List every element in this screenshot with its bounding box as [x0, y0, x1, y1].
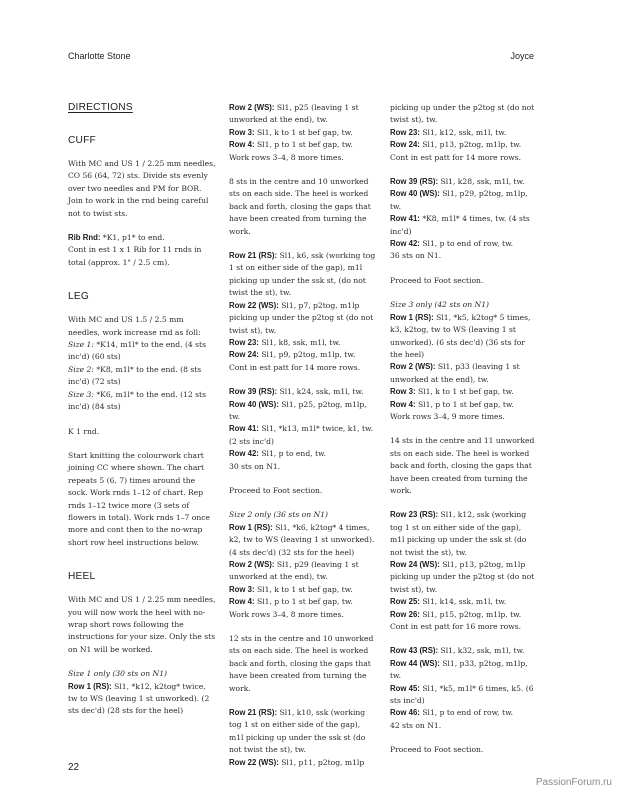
stitch-count: 30 sts on N1.	[229, 461, 281, 471]
row-text: Sl1, *k5, m1l* 6 times, k5. (6 sts inc'd)	[390, 683, 534, 706]
row-text: Sl1, *k13, m1l* twice, k1, tw. (2 sts inc'd)	[229, 424, 374, 446]
row-label: Row 44 (WS):	[390, 658, 440, 668]
size-1-text: *K14, m1l* to the end. (4 sts inc'd) (60 sts)	[68, 340, 207, 362]
continue-pattern: Cont in est patt for 16 more rows.	[390, 622, 522, 632]
size-2-row-4	[229, 596, 377, 608]
row-41	[229, 423, 377, 448]
repeat-rows: Work rows 3–4, 8 more times.	[229, 152, 344, 162]
row-42	[390, 238, 538, 250]
row-2	[229, 102, 377, 127]
row-label: Row 40 (WS):	[229, 399, 279, 409]
continue-pattern: Cont in est patt for 14 more rows.	[390, 152, 522, 162]
row-text: *K8, m1l* 4 times, tw. (4 sts inc'd)	[390, 214, 530, 236]
row-label: Row 24:	[229, 350, 259, 360]
repeat-rows: Work rows 3–4, 8 more times.	[229, 609, 344, 619]
size-3-row-26	[390, 609, 538, 621]
row-label: Row 39 (RS):	[390, 177, 439, 187]
size-2-label: Size 2:	[68, 364, 94, 374]
size-3-row-2	[390, 361, 538, 386]
continue-pattern: Cont in est patt for 14 more rows.	[229, 362, 361, 372]
row-label: Row 3:	[229, 584, 255, 594]
heel-centre-paragraph: 12 sts in the centre and 10 unworked sts on each side. The heel is worked back and forth, closing the gaps that have been created from turning the work.	[229, 634, 374, 693]
size-1-label: Size 1:	[68, 340, 94, 350]
row-text: Sl1, k to 1 st bef gap, tw.	[256, 127, 353, 137]
row-label: Row 42:	[390, 239, 420, 249]
row-text: Sl1, p15, p2tog, m1lp, tw.	[422, 609, 522, 619]
row-text: Sl1, k12, ssk (working tog 1 st on either side of the gap), m1l picking up under the ssk st (do not twist the st), tw.	[390, 510, 527, 557]
row-label: Row 41:	[229, 424, 259, 434]
row-label: Row 4:	[390, 399, 416, 409]
row-21	[229, 250, 377, 300]
proceed-to-foot: Proceed to Foot section.	[390, 275, 484, 285]
column-3	[390, 102, 538, 757]
row-text: Sl1, p to 1 st bef gap, tw.	[256, 140, 353, 150]
chart-text: Start knitting the colourwork chart joining CC where shown. The chart repeats 5 (6, 7) times around the sock. Work rnds 1–12 of chart. Rep rnds 1–12 twice more (3 sets of flowers in total). Work rnds 1–7 once more and cont then to the no-wrap short row heel instructions below.	[68, 450, 211, 547]
row-label: Row 42:	[229, 449, 259, 459]
size-3-only-heading: Size 3 only (42 sts on N1)	[390, 300, 489, 310]
leg-size-2	[68, 364, 216, 389]
row-text: Sl1, *k6, k2tog* 4 times, k2, tw to WS (leaving 1 st unworked). (4 sts dec'd) (32 sts for the heel)	[229, 522, 375, 557]
row-23	[229, 337, 377, 349]
row-42	[229, 448, 377, 460]
row-22	[229, 300, 377, 337]
row-text: Sl1, k24, ssk, m1l, tw.	[279, 387, 364, 397]
directions-heading: DIRECTIONS	[68, 102, 133, 113]
leg-size-3	[68, 389, 216, 414]
row-text: Sl1, *k12, k2tog* twice, tw to WS (leaving 1 st unworked). (2 sts dec'd) (28 sts for the heel)	[68, 681, 210, 716]
row-label: Row 21 (RS):	[229, 708, 278, 718]
row-label: Row 24 (WS):	[390, 560, 440, 569]
heel-text: With MC and US 1 / 2.25 mm needles, you will now work the heel with no-wrap short rows following the instructions for your size. Only the sts on N1 will be worked.	[68, 595, 216, 654]
row-40	[229, 399, 377, 424]
heel-centre-paragraph: 14 sts in the centre and 11 unworked sts on each side. The heel is worked back and forth, closing the gaps that have been created from turning the work.	[390, 436, 535, 495]
row-text: Sl1, p to end of row, tw.	[422, 708, 514, 718]
size-3-row-25	[390, 596, 538, 608]
row-label: Row 24:	[390, 140, 420, 150]
row-label: Row 39 (RS):	[229, 387, 278, 397]
rib-continue: Cont in est 1 x 1 Rib for 11 rnds in total (approx. 1" / 2.5 cm).	[68, 245, 202, 267]
row-text: Sl1, p to 1 st bef gap, tw.	[256, 597, 353, 607]
size-3-row-45	[390, 683, 538, 708]
row-label: Row 1 (RS):	[68, 681, 112, 691]
row-text: Sl1, p to end, tw.	[261, 449, 327, 459]
page-number: 22	[68, 762, 80, 773]
leg-intro: With MC and US 1.5 / 2.5 mm needles, work increase rnd as foll:	[68, 315, 201, 337]
row-39	[229, 386, 377, 398]
row-text: Sl1, p9, p2tog, m1lp, tw.	[261, 350, 356, 360]
row-41	[390, 213, 538, 238]
size-3-row-46	[390, 707, 538, 719]
k1-round: K 1 rnd.	[68, 426, 100, 436]
row-text: Sl1, p13, p2tog, m1lp, tw.	[422, 140, 522, 150]
row-text: Sl1, k12, ssk, m1l, tw.	[422, 127, 507, 137]
row-label: Row 46:	[390, 708, 420, 718]
row-label: Row 2 (WS):	[229, 560, 275, 569]
row-label: Row 41:	[390, 214, 420, 224]
row-label: Row 40 (WS):	[390, 189, 440, 199]
row-label: Row 26:	[390, 609, 420, 619]
size-3-row-23	[390, 509, 538, 559]
row-label: Row 22 (WS):	[229, 300, 279, 310]
designer-name: Charlotte Stone	[68, 51, 131, 61]
size-2-row-1	[229, 522, 377, 559]
size-2-row-22	[229, 757, 377, 769]
stitch-count: 42 sts on N1.	[390, 720, 442, 730]
size-1-only-heading: Size 1 only (30 sts on N1)	[68, 669, 167, 679]
row-4	[229, 139, 377, 151]
cuff-text: With MC and US 1 / 2.25 mm needles, CO 56 (64, 72) sts. Divide sts evenly over two needles and PM for BOR. Join to work in the rnd being careful not to twist sts.	[68, 159, 216, 218]
size-3-label: Size 3:	[68, 389, 94, 399]
row-text: Sl1, p29 (leaving 1 st unworked at the end), tw.	[229, 560, 359, 582]
size-2-only-heading: Size 2 only (36 sts on N1)	[229, 510, 328, 520]
row-text: Sl1, k14, ssk, m1l, tw.	[422, 597, 507, 607]
row-text: Sl1, p29, p2tog, m1lp, tw.	[390, 189, 528, 211]
row-label: Row 23:	[229, 337, 259, 347]
size-2-row-21	[229, 707, 377, 757]
row-label: Row 3:	[229, 127, 255, 137]
size-3-row-3	[390, 386, 538, 398]
rib-label: Rib Rnd:	[68, 233, 101, 243]
rib-round	[68, 232, 216, 244]
row-label: Row 23:	[390, 127, 420, 137]
row-label: Row 3:	[390, 387, 416, 397]
row-text: Sl1, p11, p2tog, m1lp	[281, 757, 365, 767]
size-3-row-44	[390, 658, 538, 683]
size-3-text: *K6, m1l* to the end. (12 sts inc'd) (84 sts)	[68, 389, 207, 412]
row-label: Row 4:	[229, 597, 255, 607]
row-text: Sl1, k10, ssk (working tog 1 st on either side of the gap), m1l picking up under the ssk st (do not twist the st), tw.	[229, 708, 366, 755]
row-label: Row 23 (RS):	[390, 510, 439, 520]
size-3-row-24	[390, 559, 538, 596]
row-text: Sl1, k8, ssk, m1l, tw.	[261, 337, 341, 347]
watermark: PassionForum.ru	[535, 777, 612, 788]
row-text: Sl1, p to end of row, tw.	[422, 239, 514, 249]
row-text: Sl1, p13, p2tog, m1lp picking up under the p2tog st (do not twist st), tw.	[390, 560, 535, 594]
row-3	[229, 127, 377, 139]
row-label: Row 21 (RS):	[229, 251, 278, 261]
row-23	[390, 127, 538, 139]
row-label: Row 2 (WS):	[390, 362, 436, 372]
row-label: Row 45:	[390, 683, 420, 693]
row-39	[390, 176, 538, 188]
row-text: Sl1, p33, p2tog, m1lp, tw.	[390, 658, 528, 681]
size-3-row-1	[390, 312, 538, 362]
row-1	[68, 681, 216, 718]
size-3-row-43	[390, 645, 538, 657]
heel-heading: HEEL	[68, 571, 96, 583]
column-1	[68, 102, 216, 718]
row-text: Sl1, k32, ssk, m1l, tw.	[440, 646, 525, 656]
size-2-text: *K8, m1l* to the end. (8 sts inc'd) (72 sts)	[68, 364, 202, 387]
size-2-row-2	[229, 559, 377, 584]
row-text: Sl1, p to 1 st bef gap, tw.	[417, 399, 514, 409]
row-text: Sl1, *k5, k2tog* 5 times, k3, k2tog, tw to WS (leaving 1 st unworked). (6 sts dec'd) (36 sts for the heel)	[390, 312, 531, 359]
row-text: Sl1, p33 (leaving 1 st unworked at the end), tw.	[390, 362, 520, 384]
proceed-to-foot: Proceed to Foot section.	[229, 485, 323, 495]
row-text: Sl1, p25, p2tog, m1lp, tw.	[229, 399, 367, 421]
row-label: Row 4:	[229, 140, 255, 150]
row-40	[390, 188, 538, 213]
pattern-name: Joyce	[510, 51, 534, 61]
column-2	[229, 102, 377, 769]
row-text: Sl1, k to 1 st bef gap, tw.	[417, 387, 514, 397]
row-text: Sl1, k28, ssk, m1l, tw.	[440, 177, 525, 187]
row-text: Sl1, p7, p2tog, m1lp picking up under the p2tog st (do not twist st), tw.	[229, 300, 374, 335]
row-label: Row 22 (WS):	[229, 757, 279, 767]
row-label: Row 1 (RS):	[390, 312, 434, 322]
row-text: Sl1, k6, ssk (working tog 1 st on either side of the gap), m1l picking up under the ssk st, (do not twist the st), tw.	[229, 251, 376, 298]
row-text: Sl1, p25 (leaving 1 st unworked at the end), tw.	[229, 103, 359, 125]
row-24	[229, 349, 377, 361]
heel-centre-paragraph: 8 sts in the centre and 10 unworked sts on each side. The heel is worked back and forth, closing the gaps that have been created from turning the work.	[229, 177, 371, 236]
row-text: Sl1, k to 1 st bef gap, tw.	[256, 584, 353, 594]
size-2-row-3	[229, 584, 377, 596]
leg-size-1	[68, 339, 216, 364]
row-label: Row 1 (RS):	[229, 522, 273, 532]
size-3-row-4	[390, 399, 538, 411]
row-continuation: picking up under the p2tog st (do not twist st), tw.	[390, 103, 535, 125]
rib-text: *K1, p1* to end.	[102, 233, 165, 243]
row-label: Row 43 (RS):	[390, 646, 439, 656]
cuff-heading: CUFF	[68, 135, 96, 146]
leg-heading: LEG	[68, 291, 89, 303]
row-label: Row 2 (WS):	[229, 103, 275, 112]
proceed-to-foot: Proceed to Foot section.	[390, 745, 484, 755]
stitch-count: 36 sts on N1.	[390, 251, 442, 261]
row-label: Row 25:	[390, 597, 420, 607]
row-24	[390, 139, 538, 151]
repeat-rows: Work rows 3–4, 9 more times.	[390, 411, 505, 421]
